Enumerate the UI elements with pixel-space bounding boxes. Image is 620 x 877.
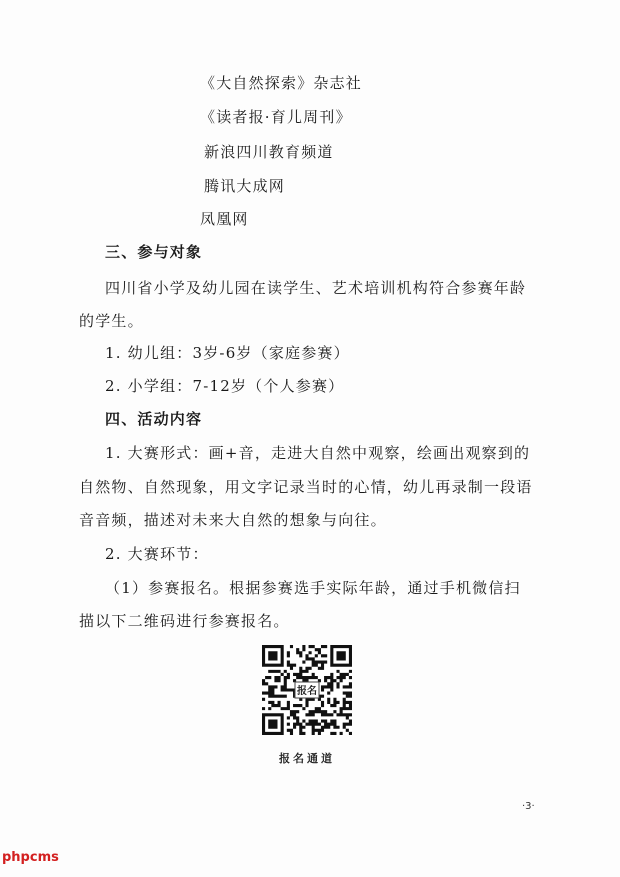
group-kindergarten: 1. 幼儿组：3岁-6岁（家庭参赛） <box>105 344 350 362</box>
organizer-2: 《读者报·育儿周刊》 <box>200 108 352 126</box>
qr-caption: 报名通道 <box>279 752 335 765</box>
registration-qr-code[interactable] <box>262 645 352 735</box>
page-number: ·3· <box>522 801 535 812</box>
section3-para-line1: 四川省小学及幼儿园在读学生、艺术培训机构符合参赛年龄 <box>105 279 527 297</box>
stages-title: 2. 大赛环节： <box>105 545 209 563</box>
stage1-line2: 描以下二维码进行参赛报名。 <box>79 612 290 630</box>
section4-heading: 四、活动内容 <box>105 410 203 428</box>
qr-code-icon <box>262 645 352 735</box>
watermark-text: phpcms <box>2 850 59 865</box>
stage1-line1: （1）参赛报名。根据参赛选手实际年龄，通过手机微信扫 <box>105 579 521 597</box>
form-line2: 自然物、自然现象，用文字记录当时的心情，幼儿再录制一段语 <box>79 478 533 496</box>
organizer-4: 腾讯大成网 <box>204 177 286 195</box>
organizer-1: 《大自然探索》杂志社 <box>200 74 363 92</box>
organizer-3: 新浪四川教育频道 <box>204 143 334 161</box>
organizer-5: 凤凰网 <box>200 210 249 228</box>
section3-heading: 三、参与对象 <box>105 243 203 261</box>
group-primary: 2. 小学组：7-12岁（个人参赛） <box>105 377 345 395</box>
section3-para-line2: 的学生。 <box>79 312 144 330</box>
qr-center-label: 报名 <box>297 686 317 697</box>
form-line1: 1. 大赛形式：画+音，走进大自然中观察，绘画出观察到的 <box>105 444 531 462</box>
form-line3: 音音频，描述对未来大自然的想象与向往。 <box>79 511 387 529</box>
